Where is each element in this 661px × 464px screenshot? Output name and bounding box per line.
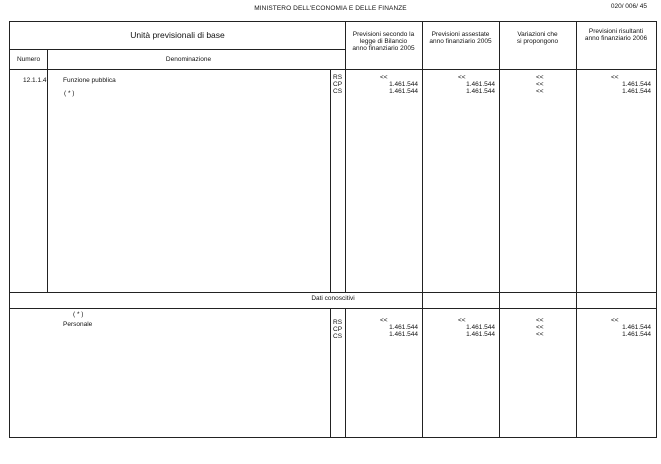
budget-table: [9, 21, 657, 438]
row-note: ( * ): [64, 90, 75, 97]
lower-prev-legge-cs: 1.461.544: [389, 331, 418, 338]
lower-denominazione: Personale: [63, 321, 93, 328]
header-unita: Unità previsionali di base: [130, 30, 225, 40]
rule-header-bottom: [10, 69, 656, 70]
header-prev-assestate-2: anno finanziario 2005: [429, 38, 492, 45]
rule-unita: [10, 49, 345, 50]
variazioni-rs: <<: [536, 74, 544, 81]
header-prev-risultanti-1: Previsioni risultanti: [588, 28, 644, 35]
header-denominazione: Denominazione: [165, 56, 212, 63]
lower-prev-assestate-rs: <<: [458, 317, 466, 324]
prev-assestate-rs: <<: [458, 74, 466, 81]
prev-risultanti-cs: 1.461.544: [622, 88, 651, 95]
lower-note: ( * ): [73, 311, 84, 318]
header-prev-legge-3: anno finanziario 2005: [352, 45, 415, 52]
prev-risultanti-cp: 1.461.544: [622, 81, 651, 88]
prev-assestate-cs: 1.461.544: [466, 88, 495, 95]
divider-numero: [47, 49, 48, 292]
lower-code-cp: CP: [333, 326, 343, 333]
code-cs: CS: [333, 88, 343, 95]
header-prev-legge-2: legge di Bilancio: [359, 38, 408, 45]
prev-legge-cp: 1.461.544: [389, 81, 418, 88]
lower-prev-legge-cp: 1.461.544: [389, 324, 418, 331]
lower-prev-risultanti-cs: 1.461.544: [622, 331, 651, 338]
header-prev-legge-1: Previsioni secondo la: [352, 31, 415, 38]
header-variazioni-1: Variazioni che: [517, 31, 558, 38]
divider-codes: [330, 69, 331, 292]
lower-variazioni-cs: <<: [536, 331, 544, 338]
variazioni-cs: <<: [536, 88, 544, 95]
header-prev-risultanti-2: anno finanziario 2006: [584, 35, 648, 42]
lower-prev-risultanti-cp: 1.461.544: [622, 324, 651, 331]
divider-col3: [499, 22, 500, 437]
lower-prev-assestate-cp: 1.461.544: [466, 324, 495, 331]
section-dati-conoscitivi: Dati conoscitivi: [311, 295, 355, 302]
page-code: 020/ 006/ 45: [610, 3, 647, 10]
lower-prev-legge-rs: <<: [380, 317, 388, 324]
lower-prev-assestate-cs: 1.461.544: [466, 331, 495, 338]
lower-code-rs: RS: [333, 319, 343, 326]
lower-variazioni-cp: <<: [536, 324, 544, 331]
ministry-title: MINISTERO DELL'ECONOMIA E DELLE FINANZE: [254, 5, 407, 12]
prev-assestate-cp: 1.461.544: [466, 81, 495, 88]
variazioni-cp: <<: [536, 81, 544, 88]
prev-legge-cs: 1.461.544: [389, 88, 418, 95]
prev-risultanti-rs: <<: [611, 74, 619, 81]
row-numero: 12.1.1.4: [23, 77, 47, 84]
divider-codes-lower: [330, 308, 331, 437]
row-denominazione: Funzione pubblica: [63, 77, 116, 84]
divider-col1: [345, 22, 346, 292]
rule-section-top: [10, 292, 656, 293]
lower-variazioni-rs: <<: [536, 317, 544, 324]
lower-prev-risultanti-rs: <<: [611, 317, 619, 324]
prev-legge-rs: <<: [380, 74, 388, 81]
code-rs: RS: [333, 74, 343, 81]
rule-section-bottom: [10, 308, 656, 309]
header-prev-assestate-1: Previsioni assestate: [431, 31, 490, 38]
lower-code-cs: CS: [333, 333, 343, 340]
header-variazioni-2: si propongono: [516, 38, 559, 45]
header-numero: Numero: [16, 56, 41, 63]
code-cp: CP: [333, 81, 343, 88]
